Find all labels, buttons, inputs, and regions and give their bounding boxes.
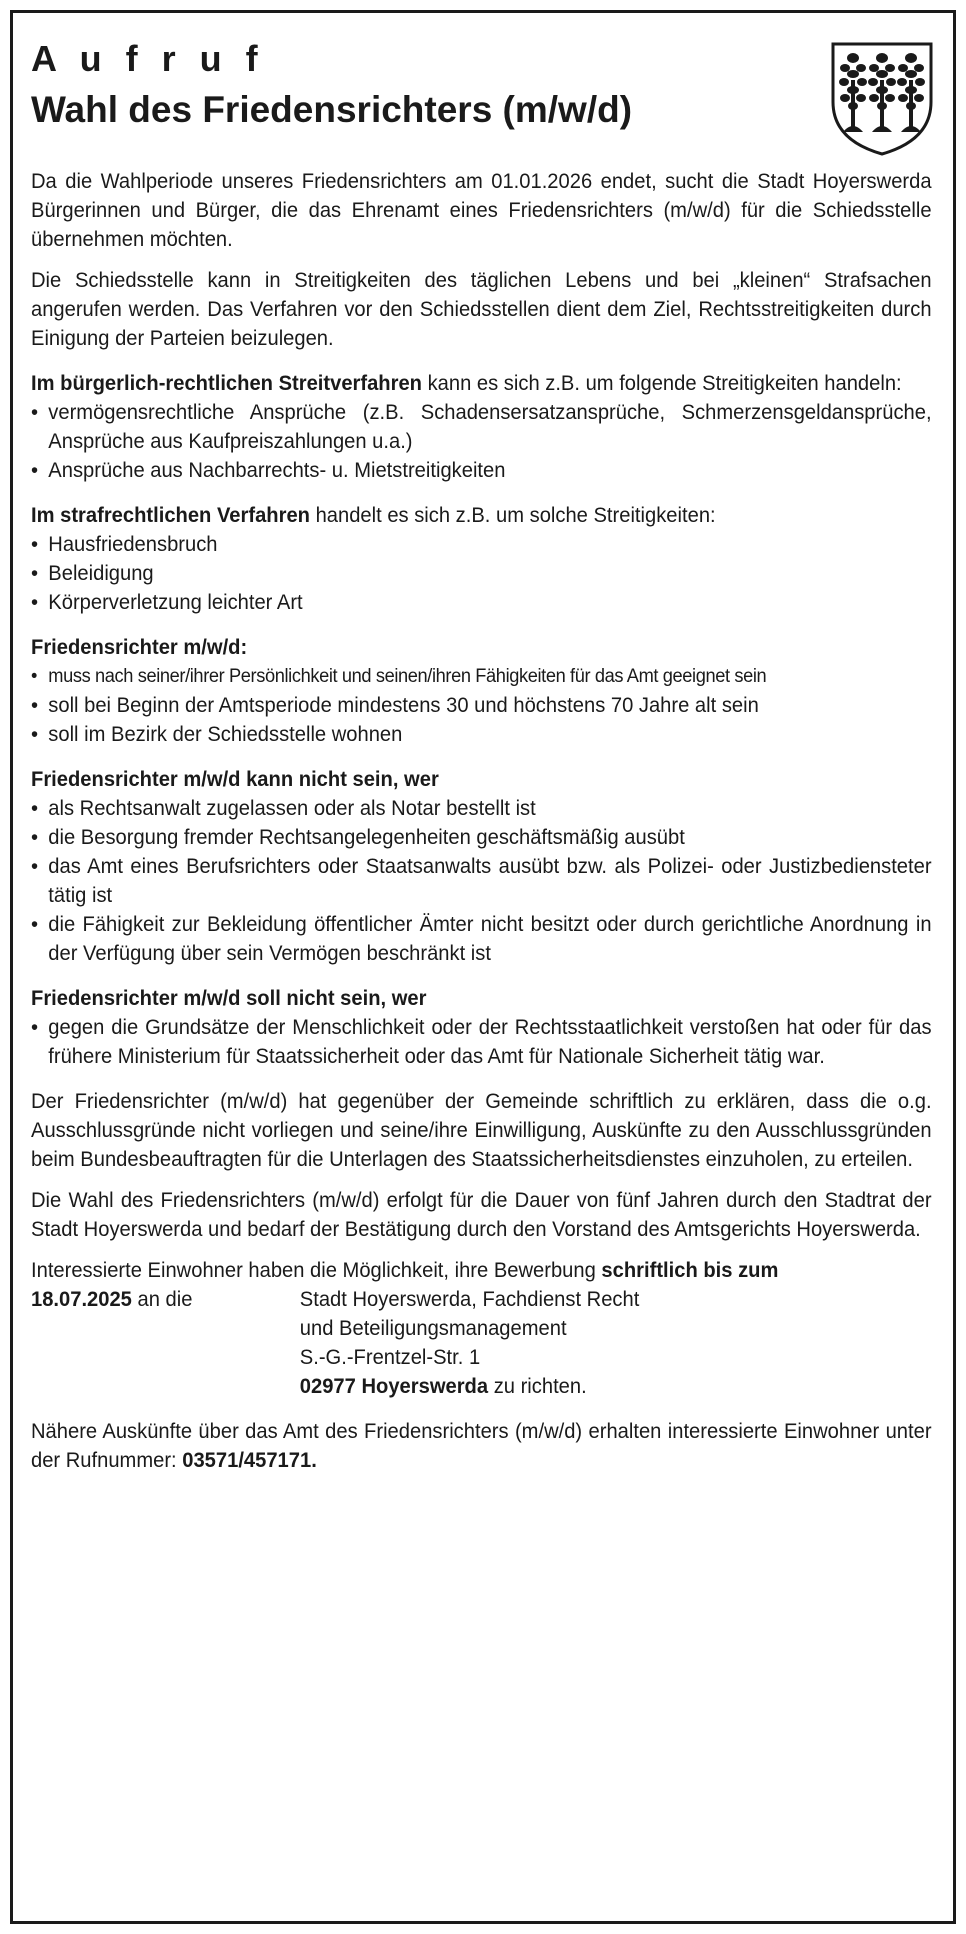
- phone-number: 03571/457171.: [182, 1449, 317, 1472]
- declaration-paragraph: Der Friedensrichter (m/w/d) hat gegenüber der Gemeinde schriftlich zu erklären, dass die o.g. Ausschlussgründe nicht vorliegen und seine/ihre Einwilligung, Auskünfte zu den Ausschlussgründen beim Bundesbeauftragten für die Unterlagen des Staatssicherheitsdienstes einzuholen, zu erteilen.: [31, 1090, 932, 1171]
- notice-title: A u f r u f: [31, 38, 265, 79]
- coat-of-arms-icon: [829, 40, 935, 158]
- requirements-heading: Friedensrichter m/w/d:: [31, 636, 248, 659]
- address-line: und Beteiligungsmanagement: [299, 1317, 567, 1340]
- list-item: • die Besorgung fremder Rechtsangelegenheiten geschäftsmäßig ausübt: [31, 826, 685, 849]
- list-item: • soll im Bezirk der Schiedsstelle wohnen: [31, 723, 403, 746]
- list-item: • das Amt eines Berufsrichters oder Staatsanwalts ausübt bzw. als Polizei- oder Justizbediensteter tätig ist: [31, 855, 932, 907]
- list-item: • Ansprüche aus Nachbarrechts- u. Mietstreitigkeiten: [31, 459, 506, 482]
- election-paragraph: Die Wahl des Friedensrichters (m/w/d) erfolgt für die Dauer von fünf Jahren durch den Stadtrat der Stadt Hoyerswerda und bedarf der Bestätigung durch den Vorstand des Amtsgerichts Hoyerswerda.: [31, 1189, 932, 1241]
- cannot-heading: Friedensrichter m/w/d kann nicht sein, wer: [31, 768, 439, 791]
- criminal-lead-bold: Im strafrechtlichen Verfahren: [31, 504, 310, 527]
- address-block: 18.07.2025 an die Stadt Hoyerswerda, Fachdienst Recht und Beteiligungsmanagement S.-G.-Frentzel-Str. 1 02977 Hoyerswerda zu richten.: [31, 1285, 932, 1401]
- list-item: • vermögensrechtliche Ansprüche (z.B. Schadensersatzansprüche, Schmerzensgeldansprüche, Ansprüche aus Kaufpreiszahlungen u.a.): [31, 401, 932, 453]
- list-item: • Beleidigung: [31, 562, 154, 585]
- list-item: • als Rechtsanwalt zugelassen oder als Notar bestellt ist: [31, 797, 536, 820]
- criminal-intro: [31, 501, 932, 530]
- list-item: • die Fähigkeit zur Bekleidung öffentlicher Ämter nicht besitzt oder durch gerichtliche Anordnung in der Verfügung über sein Vermögen beschränkt ist: [31, 913, 932, 965]
- notice-page: [10, 10, 956, 1924]
- header: [31, 37, 933, 167]
- address-line: S.-G.-Frentzel-Str. 1: [299, 1346, 481, 1369]
- intro-paragraph-2: Die Schiedsstelle kann in Streitigkeiten des täglichen Lebens und bei „kleinen“ Strafsachen angerufen werden. Das Verfahren vor den Schiedsstellen dient dem Ziel, Rechtsstreitigkeiten durch Einigung der Parteien beizulegen.: [31, 269, 932, 350]
- civil-lead-rest: kann es sich z.B. um folgende Streitigkeiten handeln:: [421, 372, 902, 395]
- address-city: 02977 Hoyerswerda zu richten.: [299, 1375, 587, 1398]
- application-paragraph: Interessierte Einwohner haben die Möglichkeit, ihre Bewerbung schriftlich bis zum: [31, 1259, 779, 1282]
- list-item: • Hausfriedensbruch: [31, 533, 218, 556]
- deadline-date: 18.07.2025: [31, 1288, 132, 1311]
- criminal-lead-rest: handelt es sich z.B. um solche Streitigkeiten:: [309, 504, 716, 527]
- address-line: Stadt Hoyerswerda, Fachdienst Recht: [299, 1288, 640, 1311]
- notice-subtitle: Wahl des Friedensrichters (m/w/d): [31, 89, 633, 130]
- list-item: • soll bei Beginn der Amtsperiode mindestens 30 und höchstens 70 Jahre alt sein: [31, 694, 759, 717]
- list-item: • muss nach seiner/ihrer Persönlichkeit und seinen/ihren Fähigkeiten für das Amt geeignet sein: [31, 666, 767, 687]
- contact-paragraph: Nähere Auskünfte über das Amt des Friedensrichters (m/w/d) erhalten interessierte Einwohner unter der Rufnummer: 03571/457171.: [31, 1420, 932, 1472]
- list-item: • gegen die Grundsätze der Menschlichkeit oder der Rechtsstaatlichkeit verstoßen hat oder für das frühere Ministerium für Staatssicherheit oder das Amt für Nationale Sicherheit tätig war.: [31, 1016, 932, 1068]
- list-item: • Körperverletzung leichter Art: [31, 591, 303, 614]
- civil-lead-bold: Im bürgerlich-rechtlichen Streitverfahren: [31, 372, 422, 395]
- intro-paragraph-1: Da die Wahlperiode unseres Friedensrichters am 01.01.2026 endet, sucht die Stadt Hoyerswerda Bürgerinnen und Bürger, die das Ehrenamt eines Friedensrichters (m/w/d) für die Schiedsstelle übernehmen möchten.: [31, 170, 932, 251]
- should-not-heading: Friedensrichter m/w/d soll nicht sein, wer: [31, 987, 427, 1010]
- civil-intro: [31, 369, 932, 398]
